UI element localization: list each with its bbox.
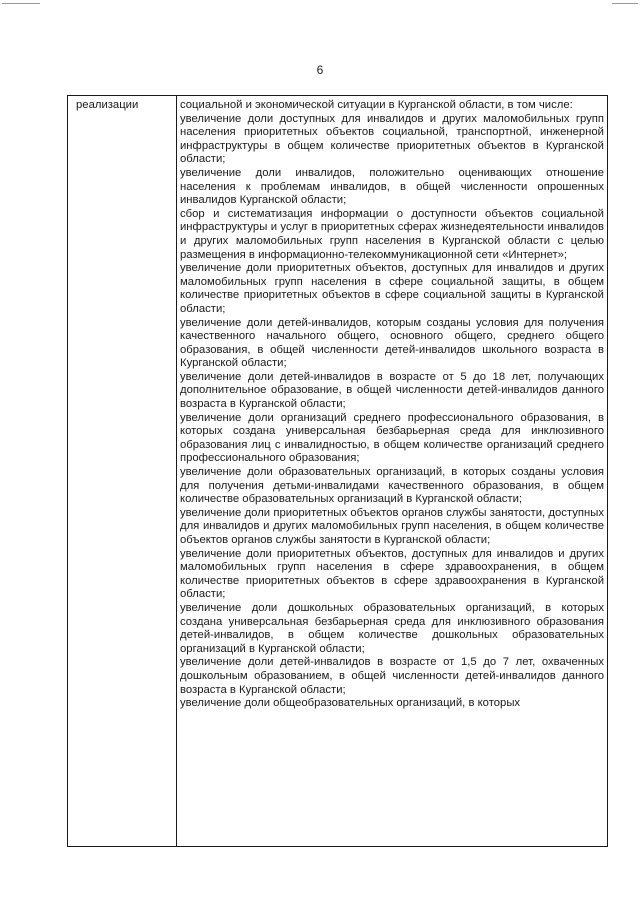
paragraph: увеличение доли приоритетных объектов, доступных для инвалидов и других маломобильных групп населения в сфере социальной защиты, в общем количестве приоритетных объектов в сфере социальной защиты в Курганской области; — [180, 262, 604, 315]
paragraph: социальной и экономической ситуации в Курганской области, в том числе: — [180, 99, 573, 111]
paragraph: увеличение доли детей-инвалидов, которым созданы условия для получения качественного начального общего, основного общего, среднего общего образования, в общей численности детей-инвалидов школьного возраста в Курганской области; — [180, 316, 604, 370]
paragraph: увеличение доли детей-инвалидов в возрасте от 1,5 до 7 лет, охваченных дошкольным образованием, в общей численности детей-инвалидов данного возраста в Курганской области; — [180, 656, 604, 696]
paragraph: увеличение доли общеобразовательных организаций, в которых — [180, 697, 521, 710]
paragraph: сбор и систематизация информации о доступности объектов социальной инфраструктуры и услуг в приоритетных сферах жизнедеятельности инвалидов и других маломобильных групп населения в Курганской области с целью размещения в информационно-телекоммуникационной сети «Интернет»; — [180, 207, 604, 261]
paragraph: увеличение доли инвалидов, положительно оценивающих отношение населения к проблемам инвалидов, в общей численности опрошенных инвалидов Курганской области; — [180, 166, 604, 207]
page-number: 6 — [316, 63, 324, 77]
scan-mark-top-right — [612, 3, 638, 4]
content-table — [67, 95, 608, 847]
paragraph: увеличение доли приоритетных объектов, доступных для инвалидов и других маломобильных групп населения в сфере здравоохранения, в общем количестве приоритетных объектов в сфере здравоохранения в Курганской области; — [180, 547, 604, 601]
paragraph: увеличение доли приоритетных объектов органов службы занятости, доступных для инвалидов и других маломобильных групп населения, в общем количестве объектов органов службы занятости в Курганской области; — [180, 506, 604, 546]
paragraph: увеличение доли дошкольных образовательных организаций, в которых создана универсальная безбарьерная среда для инклюзивного образования детей-инвалидов, в общем количестве дошкольных образовательных организаций в Курганской области; — [180, 601, 604, 655]
right-column-text — [180, 99, 604, 711]
paragraph: увеличение доли организаций среднего профессионального образования, в которых создана универсальная безбарьерная среда для инклюзивного образования лиц с инвалидностью, в общем количестве организаций среднего профессионального образования; — [180, 411, 604, 465]
scan-mark-top-left — [2, 3, 40, 4]
left-column-label: реализации — [76, 99, 139, 111]
paragraph: увеличение доли образовательных организаций, в которых созданы условия для получения детьми-инвалидами качественного образования, в общем количестве образовательных организаций в Курганской области; — [180, 466, 604, 506]
paragraph: увеличение доли детей-инвалидов в возрасте от 5 до 18 лет, получающих дополнительное образование, в общей численности детей-инвалидов данного возраста в Курганской области; — [180, 370, 604, 411]
paragraph: увеличение доли доступных для инвалидов и других маломобильных групп населения приоритетных объектов социальной, транспортной, инженерной инфраструктуры в общем количестве приоритетных объектов в Курганской области; — [180, 112, 604, 166]
column-divider — [176, 96, 177, 846]
